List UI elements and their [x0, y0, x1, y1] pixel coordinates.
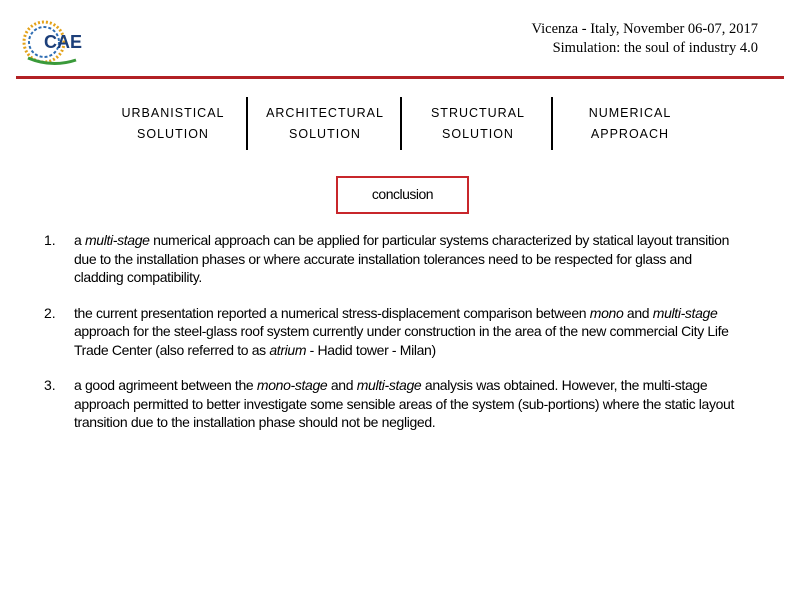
nav-item-numerical[interactable] [566, 97, 694, 151]
section-title-box [336, 176, 469, 214]
header-divider [16, 76, 784, 79]
nav-item-line2: APPROACH [590, 127, 670, 141]
item-text: the current presentation reported a numerical stress-displacement comparison between mono and multi-stage approach for the steel-glass roof system currently under construction in the area of the new commercial City Life Trade Center (also referred to as atrium - Hadid tower - Milan) [74, 304, 729, 358]
cae-logo [22, 14, 94, 70]
tagline: Simulation: the soul of industry 4.0 [552, 40, 758, 56]
nav-item-line2: SOLUTION [442, 127, 514, 141]
item-text: a good agrimeent between the mono-stage and multi-stage analysis was obtained. However, the multi-stage approach permitted to better investigate some sensible areas of the system (sub-portions) where the static layout transition due to the installation phase should not be negliged. [74, 377, 735, 430]
list-item [44, 376, 744, 432]
list-item [44, 231, 744, 287]
item-number: 2. [44, 304, 56, 321]
nav-item-line2: SOLUTION [289, 127, 361, 141]
nav-item-urbanistical[interactable] [112, 97, 234, 151]
nav-divider [246, 97, 248, 150]
item-text: a multi-stage numerical approach can be applied for particular systems characterized by statical layout transition due to the installation phases or where accurate installation tolerances need to be respected for glass and cladding compatibility. [74, 232, 730, 285]
event-line: Vicenza - Italy, November 06-07, 2017 [531, 21, 758, 37]
nav-item-line1: STRUCTURAL [430, 106, 526, 120]
list-item [44, 304, 744, 360]
nav-item-line1: ARCHITECTURAL [266, 106, 384, 120]
header-info [532, 20, 759, 58]
nav-divider [400, 97, 402, 150]
item-number: 3. [44, 377, 56, 393]
item-number: 1. [44, 232, 56, 248]
section-title: conclusion [371, 186, 434, 202]
logo-text: CAE [44, 32, 83, 52]
nav-item-architectural[interactable] [258, 97, 392, 151]
nav-item-line1: URBANISTICAL [121, 106, 225, 120]
section-nav [0, 97, 800, 151]
nav-divider [551, 97, 553, 150]
conclusion-list [44, 231, 744, 449]
nav-item-line1: NUMERICAL [588, 106, 672, 120]
nav-item-line2: SOLUTION [137, 127, 209, 141]
nav-item-structural[interactable] [416, 97, 540, 151]
